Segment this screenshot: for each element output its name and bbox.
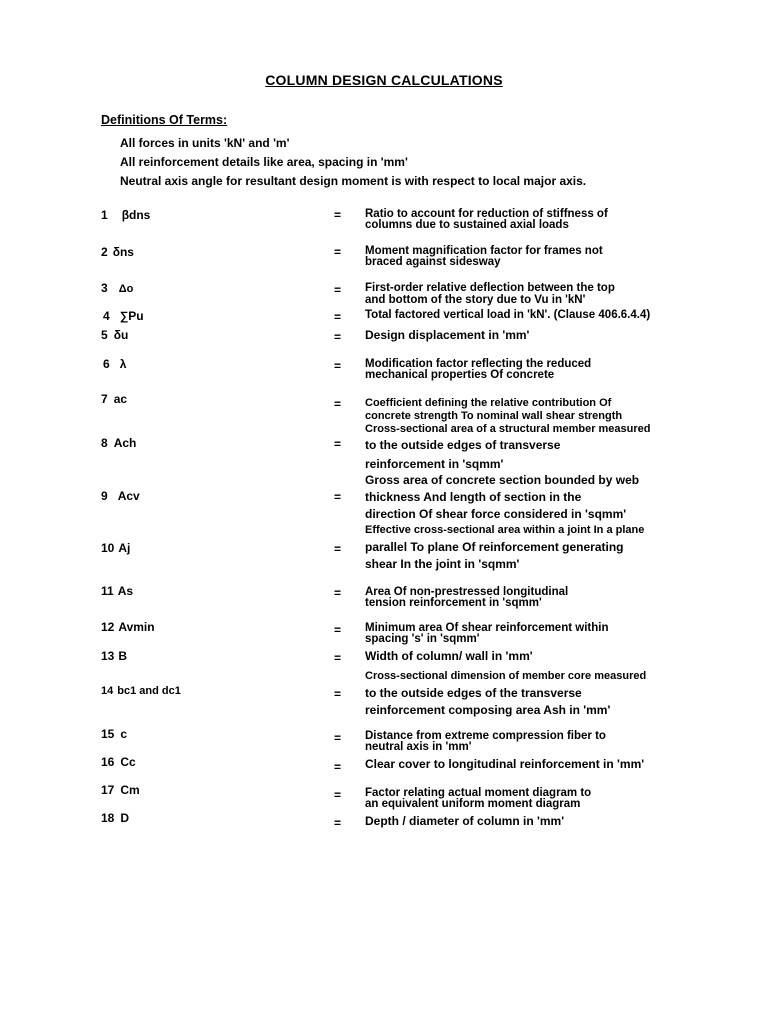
term-number: 16: [101, 755, 115, 769]
description-line: Coefficient defining the relative contribution Of: [365, 397, 612, 409]
term-symbol: βdns: [121, 208, 151, 222]
term-description: [365, 731, 705, 753]
description-line: Factor relating actual moment diagram to: [365, 787, 592, 799]
term-description: [365, 330, 705, 341]
term-symbol: λ: [119, 357, 127, 371]
equals-sign: =: [334, 760, 342, 774]
description-line: parallel To plane Of reinforcement generating: [365, 540, 624, 554]
equals-sign: =: [334, 283, 342, 297]
term-number: 2: [101, 245, 108, 259]
description-line: neutral axis in 'mm': [365, 741, 472, 753]
term-number: 6: [103, 357, 110, 371]
equals-sign: =: [334, 245, 342, 259]
term-description: [365, 759, 705, 770]
description-line: Total factored vertical load in 'kN'. (Clause 406.6.4.4): [365, 309, 651, 321]
definition-line-2: All reinforcement details like area, spacing in 'mm': [120, 155, 408, 169]
term-number: 1: [101, 208, 108, 222]
term-description: [365, 310, 705, 321]
term-symbol: Cm: [120, 783, 140, 797]
term-symbol: Acv: [117, 489, 140, 503]
term-description: [365, 246, 705, 268]
description-line: Design displacement in 'mm': [365, 328, 530, 342]
term-number: 10: [101, 541, 115, 555]
term-number: 12: [101, 620, 115, 634]
description-line: Ratio to account for reduction of stiffness of: [365, 208, 608, 220]
equals-sign: =: [334, 437, 342, 451]
term-number: 11: [101, 584, 114, 598]
definitions-heading: Definitions Of Terms:: [101, 113, 228, 127]
description-line: Moment magnification factor for frames not: [365, 245, 603, 257]
term-number: 15: [101, 727, 115, 741]
term-symbol: bc1 and dc1: [117, 685, 181, 697]
description-line: mechanical properties Of concrete: [365, 369, 555, 381]
description-line: Gross area of concrete section bounded by web: [365, 473, 640, 487]
equals-sign: =: [334, 359, 342, 373]
term-number: 18: [101, 811, 115, 825]
term-symbol: δu: [113, 328, 129, 342]
term-number: 7: [101, 392, 108, 406]
term-description: [365, 788, 705, 810]
term-number: 14: [101, 685, 114, 697]
description-line: Depth / diameter of column in 'mm': [365, 814, 565, 828]
equals-sign: =: [334, 816, 342, 830]
equals-sign: =: [334, 623, 342, 637]
description-line: to the outside edges of transverse: [365, 438, 561, 452]
term-symbol: Cc: [120, 755, 136, 769]
description-line: Effective cross-sectional area within a joint In a plane: [365, 524, 645, 536]
description-line: Modification factor reflecting the reduced: [365, 358, 592, 370]
term-number: 3: [101, 281, 108, 295]
term-description: [365, 423, 725, 473]
description-line: First-order relative deflection between the top: [365, 282, 615, 294]
equals-sign: =: [334, 490, 342, 504]
term-description: [365, 623, 705, 645]
description-line: Width of column/ wall in 'mm': [365, 649, 533, 663]
description-line: direction Of shear force considered in 'sqmm': [365, 507, 627, 521]
description-line: tension reinforcement in 'sqmm': [365, 597, 542, 609]
description-line: Minimum area Of shear reinforcement within: [365, 622, 609, 634]
description-line: Cross-sectional dimension of member core measured: [365, 670, 647, 682]
term-symbol: As: [117, 584, 134, 598]
description-line: braced against sidesway: [365, 256, 501, 268]
definition-line-1: All forces in units 'kN' and 'm': [120, 136, 290, 150]
description-line: shear In the joint in 'sqmm': [365, 557, 520, 571]
term-number: 9: [101, 489, 108, 503]
description-line: Distance from extreme compression fiber to: [365, 730, 606, 742]
description-line: columns due to sustained axial loads: [365, 219, 569, 231]
term-number: 17: [101, 783, 115, 797]
term-description: [365, 359, 705, 381]
description-line: Area Of non-prestressed longitudinal: [365, 586, 569, 598]
description-line: Cross-sectional area of a structural member measured: [365, 423, 651, 435]
term-symbol: Aj: [118, 541, 131, 555]
term-number: 13: [101, 649, 115, 663]
term-symbol: D: [120, 811, 130, 825]
description-line: reinforcement composing area Ash in 'mm': [365, 703, 611, 717]
term-number: 4: [103, 309, 110, 323]
term-number: 5: [101, 328, 108, 342]
equals-sign: =: [334, 330, 342, 344]
description-line: reinforcement in 'sqmm': [365, 457, 504, 471]
description-line: spacing 's' in 'sqmm': [365, 633, 480, 645]
term-description: [365, 587, 705, 609]
equals-sign: =: [334, 788, 342, 802]
equals-sign: =: [334, 731, 342, 745]
page-title: COLUMN DESIGN CALCULATIONS: [265, 72, 503, 88]
term-description: [365, 524, 725, 573]
term-description: [365, 651, 705, 662]
equals-sign: =: [334, 208, 342, 222]
term-symbol: Avmin: [118, 620, 155, 634]
term-description: [365, 816, 705, 827]
description-line: concrete strength To nominal wall shear strength: [365, 410, 623, 422]
term-description: [365, 670, 725, 719]
term-description: [365, 472, 705, 523]
term-symbol: c: [120, 727, 128, 741]
term-description: [365, 282, 705, 306]
term-description: [365, 209, 705, 231]
term-symbol: δns: [112, 245, 134, 259]
term-symbol: ∑Pu: [119, 309, 144, 323]
term-symbol: B: [118, 649, 128, 663]
equals-sign: =: [334, 687, 342, 701]
description-line: to the outside edges of the transverse: [365, 686, 582, 700]
equals-sign: =: [334, 542, 342, 556]
equals-sign: =: [334, 310, 342, 324]
equals-sign: =: [334, 651, 342, 665]
term-symbol: Ach: [113, 436, 137, 450]
term-number: 8: [101, 436, 108, 450]
term-description: [365, 397, 705, 423]
description-line: an equivalent uniform moment diagram: [365, 798, 581, 810]
equals-sign: =: [334, 586, 342, 600]
description-line: Clear cover to longitudinal reinforcement in 'mm': [365, 757, 645, 771]
definition-line-3: Neutral axis angle for resultant design moment is with respect to local major axis.: [120, 174, 587, 188]
description-line: and bottom of the story due to Vu in 'kN': [365, 294, 586, 306]
term-symbol: ac: [113, 392, 128, 406]
term-symbol: Δo: [118, 283, 134, 295]
equals-sign: =: [334, 397, 342, 411]
description-line: thickness And length of section in the: [365, 490, 582, 504]
